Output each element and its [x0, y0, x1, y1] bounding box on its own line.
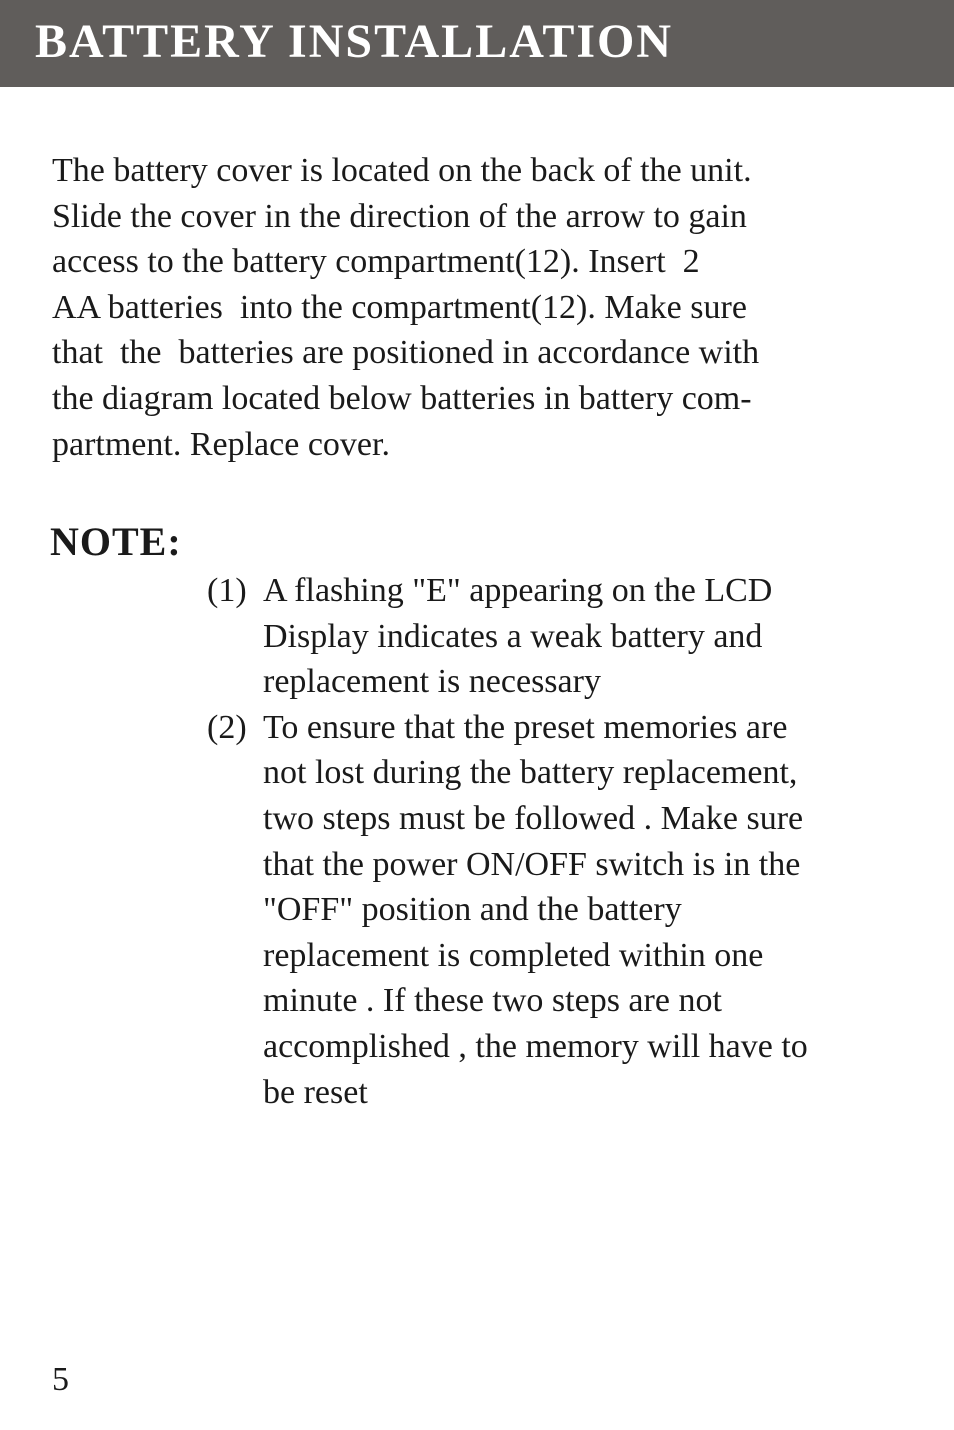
note-item-number: (1)	[207, 572, 247, 609]
note-item-2	[207, 705, 927, 1115]
intro-line: partment. Replace cover.	[52, 425, 390, 463]
note-item-line: be reset	[263, 1073, 368, 1111]
note-item-1	[207, 568, 927, 705]
page-title: BATTERY INSTALLATION	[35, 15, 674, 68]
note-heading: NOTE:	[50, 519, 182, 564]
note-item-line: not lost during the battery replacement,	[263, 754, 798, 792]
note-item-line: two steps must be followed . Make sure	[263, 799, 804, 837]
note-item-line: accomplished , the memory will have to	[263, 1027, 808, 1065]
intro-line: the diagram located below batteries in battery com-	[52, 379, 752, 417]
note-item-line: A flashing "E" appearing on the LCD	[263, 572, 773, 609]
note-item-line: To ensure that the preset memories are	[263, 708, 788, 746]
intro-paragraph	[52, 148, 932, 467]
intro-line: The battery cover is located on the back of the unit.	[52, 152, 752, 189]
note-item-number: (2)	[207, 708, 247, 746]
note-item-line: replacement is completed within one	[263, 936, 764, 974]
header-bar	[0, 0, 954, 87]
note-item-line: that the power ON/OFF switch is in the	[263, 845, 801, 883]
note-item-line: replacement is necessary	[263, 663, 601, 701]
note-item-line: minute . If these two steps are not	[263, 982, 722, 1020]
page-number: 5	[52, 1361, 69, 1398]
note-item-line: "OFF" position and the battery	[263, 891, 682, 929]
intro-line: access to the battery compartment(12). Insert 2	[52, 243, 700, 281]
intro-line: Slide the cover in the direction of the arrow to gain	[52, 197, 747, 235]
intro-line: AA batteries into the compartment(12). Make sure	[52, 288, 747, 326]
intro-line: that the batteries are positioned in accordance with	[52, 334, 760, 372]
note-list	[207, 568, 927, 1115]
note-item-line: Display indicates a weak battery and	[263, 617, 763, 655]
